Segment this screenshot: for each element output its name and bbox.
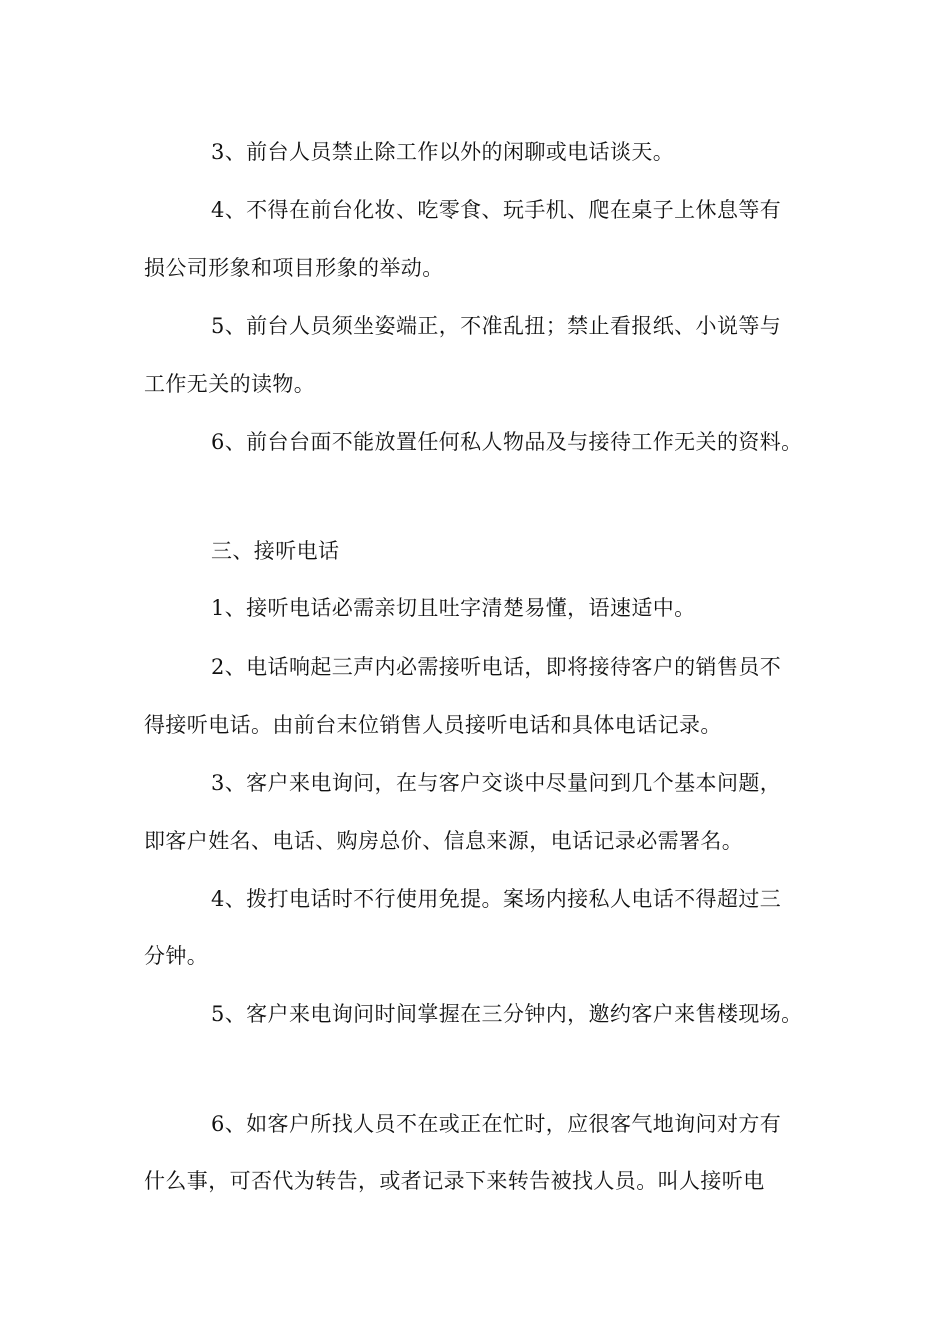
paragraph-line: 3、客户来电询问，在与客户交谈中尽量问到几个基本问题，: [211, 771, 782, 795]
paragraph-line: 1、接听电话必需亲切且吐字清楚易懂，语速适中。: [211, 596, 696, 620]
paragraph-line: 6、如客户所找人员不在或正在忙时，应很客气地询问对方有: [211, 1112, 782, 1136]
paragraph-line: 什么事，可否代为转告，或者记录下来转告被找人员。叫人接听电: [144, 1169, 765, 1193]
paragraph-line: 损公司形象和项目形象的举动。: [144, 256, 444, 280]
paragraph-line: 工作无关的读物。: [144, 372, 316, 396]
paragraph-line: 5、客户来电询问时间掌握在三分钟内，邀约客户来售楼现场。: [211, 1002, 803, 1026]
paragraph-line: 4、不得在前台化妆、吃零食、玩手机、爬在桌子上休息等有: [211, 198, 782, 222]
paragraph-line: 4、拨打电话时不行使用免提。案场内接私人电话不得超过三: [211, 887, 782, 911]
paragraph-line: 得接听电话。由前台末位销售人员接听电话和具体电话记录。: [144, 713, 722, 737]
paragraph-line: 2、电话响起三声内必需接听电话，即将接待客户的销售员不: [211, 655, 782, 679]
paragraph-line: 分钟。: [144, 944, 209, 968]
paragraph-line: 6、前台台面不能放置任何私人物品及与接待工作无关的资料。: [211, 430, 803, 454]
paragraph-line: 5、前台人员须坐姿端正，不准乱扭；禁止看报纸、小说等与: [211, 314, 782, 338]
section-heading: 三、接听电话: [211, 539, 340, 563]
paragraph-line: 3、前台人员禁止除工作以外的闲聊或电话谈天。: [211, 140, 675, 164]
paragraph-line: 即客户姓名、电话、购房总价、信息来源，电话记录必需署名。: [144, 829, 744, 853]
